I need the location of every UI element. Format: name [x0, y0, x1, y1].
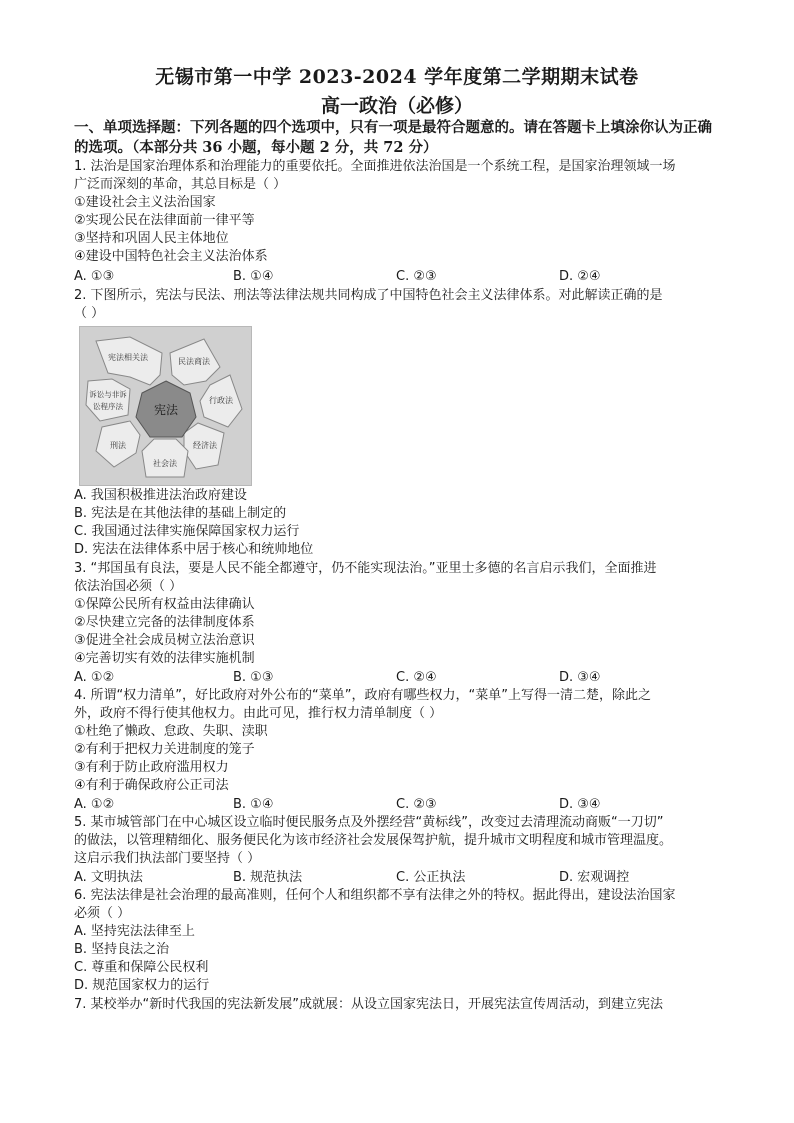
legal-system-diagram-svg — [80, 327, 251, 485]
segment-label: 经济法 — [193, 441, 217, 450]
q4-item: ①杜绝了懒政、怠政、失职、渎职 — [74, 724, 268, 739]
q1-item: ③坚持和巩固人民主体地位 — [74, 231, 229, 246]
q3-item: ②尽快建立完备的法律制度体系 — [74, 615, 255, 630]
q6-stem-line2: 必须（ ） — [74, 906, 131, 921]
q4-stem-line2: 外，政府不得行使其他权力。由此可见，推行权力清单制度（ ） — [74, 706, 443, 721]
q5-option-b: B. 规范执法 — [233, 870, 303, 885]
segment-label: 社会法 — [153, 459, 177, 468]
q3-item: ④完善切实有效的法律实施机制 — [74, 651, 255, 666]
q5-option-c: C. 公正执法 — [396, 870, 466, 885]
q3-option-c: C. ②④ — [396, 670, 437, 685]
q2-stem-line1: 2. 下图所示，宪法与民法、刑法等法律法规共同构成了中国特色社会主义法律体系。对此解读正确的是 — [74, 288, 663, 303]
q6-option-d: D. 规范国家权力的运行 — [74, 978, 210, 993]
q4-option-a: A. ①② — [74, 797, 115, 812]
q1-item: ②实现公民在法律面前一律平等 — [74, 213, 255, 228]
segment-label: 民法商法 — [178, 357, 210, 366]
section-heading: 一、单项选择题：下列各题的四个选项中，只有一项是最符合题意的。请在答题卡上填涂你认为正确的选项。（本部分共 36 小题，每小题 2 分，共 72 分） — [74, 119, 712, 156]
q1-option-d: D. ②④ — [559, 269, 601, 284]
q3-option-d: D. ③④ — [559, 670, 601, 685]
q4-item: ②有利于把权力关进制度的笼子 — [74, 742, 255, 757]
segment-label: 诉讼与非诉 — [89, 390, 127, 399]
q2-option-a: A. 我国积极推进法治政府建设 — [74, 488, 247, 503]
q1-option-c: C. ②③ — [396, 269, 437, 284]
q4-item: ④有利于确保政府公正司法 — [74, 778, 229, 793]
q5-stem-line3: 这启示我们执法部门要坚持（ ） — [74, 851, 261, 866]
q3-stem-line2: 依法治国必须（ ） — [74, 579, 183, 594]
q5-stem-line2: 的做法，以管理精细化、服务便民化为该市经济社会发展保驾护航，提升城市文明程度和城市管理温度。 — [74, 833, 673, 848]
q7-stem-line1: 7. 某校举办“新时代我国的宪法新发展”成就展：从设立国家宪法日，开展宪法宣传周活动，到建立宪法 — [74, 997, 664, 1012]
q1-item: ④建设中国特色社会主义法治体系 — [74, 249, 268, 264]
segment-procedure — [86, 379, 130, 421]
q4-option-d: D. ③④ — [559, 797, 601, 812]
q2-option-c: C. 我国通过法律实施保障国家权力运行 — [74, 524, 300, 539]
q2-option-d: D. 宪法在法律体系中居于核心和统帅地位 — [74, 542, 314, 557]
q4-stem-line1: 4. 所谓“权力清单”，好比政府对外公布的“菜单”，政府有哪些权力，“菜单”上写得一清二楚，除此之 — [74, 688, 651, 703]
q6-option-a: A. 坚持宪法法律至上 — [74, 924, 195, 939]
segment-label: 刑法 — [110, 441, 126, 450]
segment-label: 讼程序法 — [93, 402, 123, 411]
center-label: 宪法 — [153, 403, 179, 417]
q2-option-b: B. 宪法是在其他法律的基础上制定的 — [74, 506, 287, 521]
q3-option-a: A. ①② — [74, 670, 115, 685]
q1-option-a: A. ①③ — [74, 269, 115, 284]
q1-item: ①建设社会主义法治国家 — [74, 195, 216, 210]
segment-label: 行政法 — [209, 396, 233, 405]
exam-subtitle: 高一政治（必修） — [320, 95, 473, 117]
segment-social — [142, 439, 188, 477]
q3-item: ①保障公民所有权益由法律确认 — [74, 597, 255, 612]
q5-option-d: D. 宏观调控 — [559, 870, 630, 885]
q4-item: ③有利于防止政府滥用权力 — [74, 760, 229, 775]
q6-option-b: B. 坚持良法之治 — [74, 942, 170, 957]
q1-option-b: B. ①④ — [233, 269, 274, 284]
q6-option-c: C. 尊重和保障公民权利 — [74, 960, 209, 975]
q5-stem-line1: 5. 某市城管部门在中心城区设立临时便民服务点及外摆经营“黄标线”，改变过去清理流动商贩“一刀切” — [74, 815, 664, 830]
q3-stem-line1: 3. “邦国虽有良法，要是人民不能全都遵守，仍不能实现法治。”亚里士多德的名言启示我们，全面推进 — [74, 561, 657, 576]
legal-system-diagram — [79, 326, 252, 486]
q4-option-b: B. ①④ — [233, 797, 274, 812]
exam-title: 无锡市第一中学 2023-2024 学年度第二学期期末试卷 — [155, 66, 639, 88]
q4-option-c: C. ②③ — [396, 797, 437, 812]
q6-stem-line1: 6. 宪法法律是社会治理的最高准则，任何个人和组织都不享有法律之外的特权。据此得出，建设法治国家 — [74, 888, 676, 903]
q1-stem-line1: 1. 法治是国家治理体系和治理能力的重要依托。全面推进依法治国是一个系统工程，是国家治理领域一场 — [74, 159, 676, 174]
q3-item: ③促进全社会成员树立法治意识 — [74, 633, 255, 648]
q2-stem-line2: （ ） — [74, 306, 105, 321]
q1-stem-line2: 广泛而深刻的革命，其总目标是（ ） — [74, 177, 287, 192]
q5-option-a: A. 文明执法 — [74, 870, 143, 885]
q3-option-b: B. ①③ — [233, 670, 274, 685]
segment-label: 宪法相关法 — [108, 353, 148, 362]
